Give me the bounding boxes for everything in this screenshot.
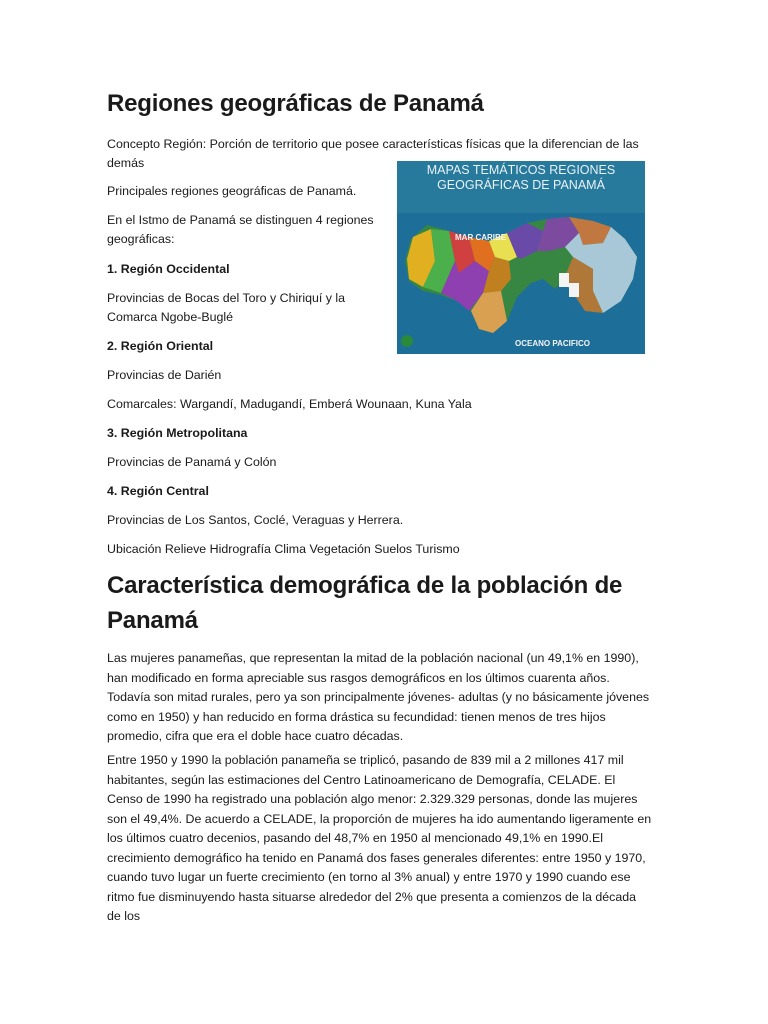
region-2-text-2: Comarcales: Wargandí, Madugandí, Emberá Wounaan, Kuna Yala <box>107 397 472 411</box>
region-2-heading: 2. Región Oriental <box>107 339 214 353</box>
principales-paragraph: Principales regiones geográficas de Panamá. <box>107 184 357 198</box>
region-4-heading: 4. Región Central <box>107 484 209 498</box>
region-3-text: Provincias de Panamá y Colón <box>107 455 277 469</box>
region-1-text: Provincias de Bocas del Toro y Chiriquí y la Comarca Ngobe-Buglé <box>107 291 346 324</box>
ubicacion-line: Ubicación Relieve Hidrografía Clima Vegetación Suelos Turismo <box>107 542 460 556</box>
region-4-text: Provincias de Los Santos, Coclé, Veraguas y Herrera. <box>107 513 404 527</box>
section-2-title: Característica demográfica de la población de Panamá <box>107 572 623 634</box>
paragraph-mujeres: Las mujeres panameñas, que representan la mitad de la población nacional (un 49,1% en 1990), han modificado en forma apreciable sus rasgos demográficos en los últimos cuarenta años. Todavía son mitad rurales, pero ya son principalmente jóvenes- adultas (y no básicamente jóvenes como en 1950) y han reducido en forma drástica su fecundidad: tienen menos de tres hijos promedio, cifra que era el doble hace cuatro décadas. <box>107 651 650 743</box>
concepto-paragraph: Concepto Región: Porción de territorio que posee características físicas que la diferencian de las demás <box>107 137 639 170</box>
page-title: Regiones geográficas de Panamá <box>107 90 484 117</box>
istmo-paragraph: En el Istmo de Panamá se distinguen 4 regiones geográficas: <box>107 213 374 246</box>
region-2-text-1: Provincias de Darién <box>107 368 222 382</box>
mar-caribe-label: MAR CARIBE <box>455 233 507 242</box>
region-3-heading: 3. Región Metropolitana <box>107 426 248 440</box>
map-title: MAPAS TEMÁTICOS REGIONES GEOGRÁFICAS DE PANAMÁ <box>397 161 645 213</box>
region-1-heading: 1. Región Occidental <box>107 262 230 276</box>
oceano-label: OCEANO PACIFICO <box>515 339 590 348</box>
regions-map-image <box>397 161 645 354</box>
paragraph-poblacion: Entre 1950 y 1990 la población panameña se triplicó, pasando de 839 mil a 2 millones 417 mil habitantes, según las estimaciones del Centro Latinoamericano de Demografía, CELADE. El Censo de 1990 ha registrado una población algo menor: 2.329.329 personas, donde las mujeres son el 49,4%. De acuerdo a CELADE, la proporción de mujeres ha ido aumentando ligeramente en los últimos cuatro decenios, pasando del 48,7% en 1950 al mencionado 49,1% en 1990.El crecimiento demográfico ha tenido en Panamá dos fases generales diferentes: entre 1950 y 1970, cuando tuvo lugar un fuerte crecimiento (en torno al 3% anual) y entre 1970 y 1990 cuando ese ritmo fue disminuyendo hasta situarse alrededor del 2% que presenta a comienzos de la década de los <box>107 753 652 923</box>
